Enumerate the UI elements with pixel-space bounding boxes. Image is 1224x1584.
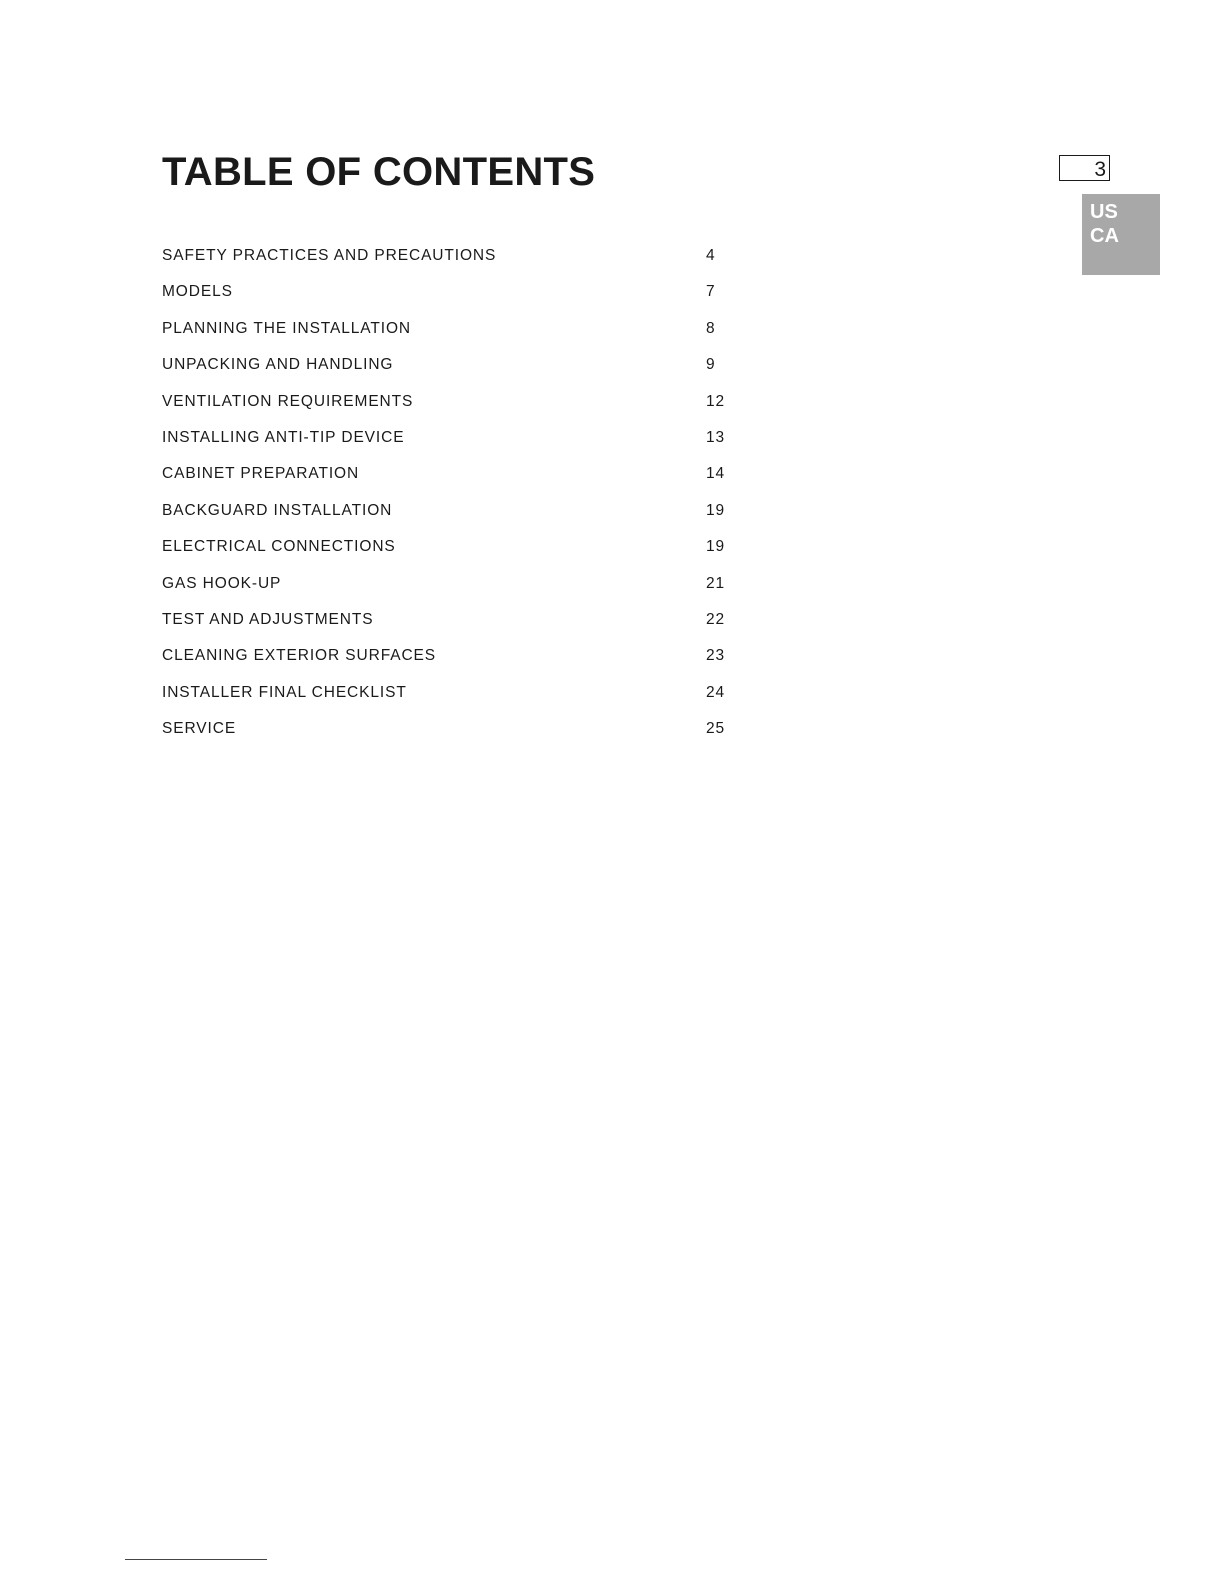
toc-entry-label: BACKGUARD INSTALLATION xyxy=(162,501,393,519)
toc-entry[interactable] xyxy=(162,602,742,638)
toc-entry[interactable] xyxy=(162,529,742,565)
toc-entry-page: 7 xyxy=(706,283,716,301)
toc-entry[interactable] xyxy=(162,711,742,747)
toc-list xyxy=(162,238,742,747)
toc-entry-page: 19 xyxy=(706,501,726,519)
region-label-us: US xyxy=(1090,201,1118,223)
toc-entry-page: 9 xyxy=(706,356,716,374)
toc-entry[interactable] xyxy=(162,493,742,529)
page-number: 3 xyxy=(1059,155,1110,181)
toc-entry[interactable] xyxy=(162,638,742,674)
toc-entry-label: CLEANING EXTERIOR SURFACES xyxy=(162,647,437,665)
region-tab xyxy=(1082,194,1160,275)
toc-entry-page: 23 xyxy=(706,647,726,665)
toc-entry-page: 22 xyxy=(706,610,726,628)
toc-entry-label: CABINET PREPARATION xyxy=(162,465,360,483)
toc-entry[interactable] xyxy=(162,311,742,347)
toc-entry[interactable] xyxy=(162,238,742,274)
toc-entry-page: 25 xyxy=(706,720,726,738)
toc-entry[interactable] xyxy=(162,420,742,456)
toc-entry[interactable] xyxy=(162,456,742,492)
toc-entry[interactable] xyxy=(162,384,742,420)
toc-entry-page: 24 xyxy=(706,683,726,701)
toc-entry-label: MODELS xyxy=(162,283,233,301)
toc-entry-label: INSTALLER FINAL CHECKLIST xyxy=(162,683,407,701)
toc-entry-label: VENTILATION REQUIREMENTS xyxy=(162,392,414,410)
toc-entry-page: 14 xyxy=(706,465,726,483)
toc-entry[interactable] xyxy=(162,566,742,602)
footer-rule xyxy=(125,1559,267,1560)
toc-entry-label: PLANNING THE INSTALLATION xyxy=(162,319,412,337)
toc-entry-page: 13 xyxy=(706,428,726,446)
toc-entry-page: 4 xyxy=(706,247,716,264)
toc-entry-page: 8 xyxy=(706,319,716,337)
toc-entry-label: INSTALLING ANTI-TIP DEVICE xyxy=(162,428,405,446)
toc-entry[interactable] xyxy=(162,274,742,310)
toc-entry-label: SERVICE xyxy=(162,720,237,738)
toc-entry-label: ELECTRICAL CONNECTIONS xyxy=(162,538,396,556)
toc-entry-page: 19 xyxy=(706,538,726,556)
toc-entry[interactable] xyxy=(162,347,742,383)
toc-entry-label: SAFETY PRACTICES AND PRECAUTIONS xyxy=(162,247,497,264)
toc-entry-page: 21 xyxy=(706,574,726,592)
page-title: TABLE OF CONTENTS xyxy=(162,150,596,194)
toc-entry-label: GAS HOOK-UP xyxy=(162,574,282,592)
toc-entry[interactable] xyxy=(162,675,742,711)
toc-entry-page: 12 xyxy=(706,392,726,410)
toc-entry-label: TEST AND ADJUSTMENTS xyxy=(162,610,374,628)
region-label-ca: CA xyxy=(1090,225,1119,247)
toc-entry-label: UNPACKING AND HANDLING xyxy=(162,356,394,374)
